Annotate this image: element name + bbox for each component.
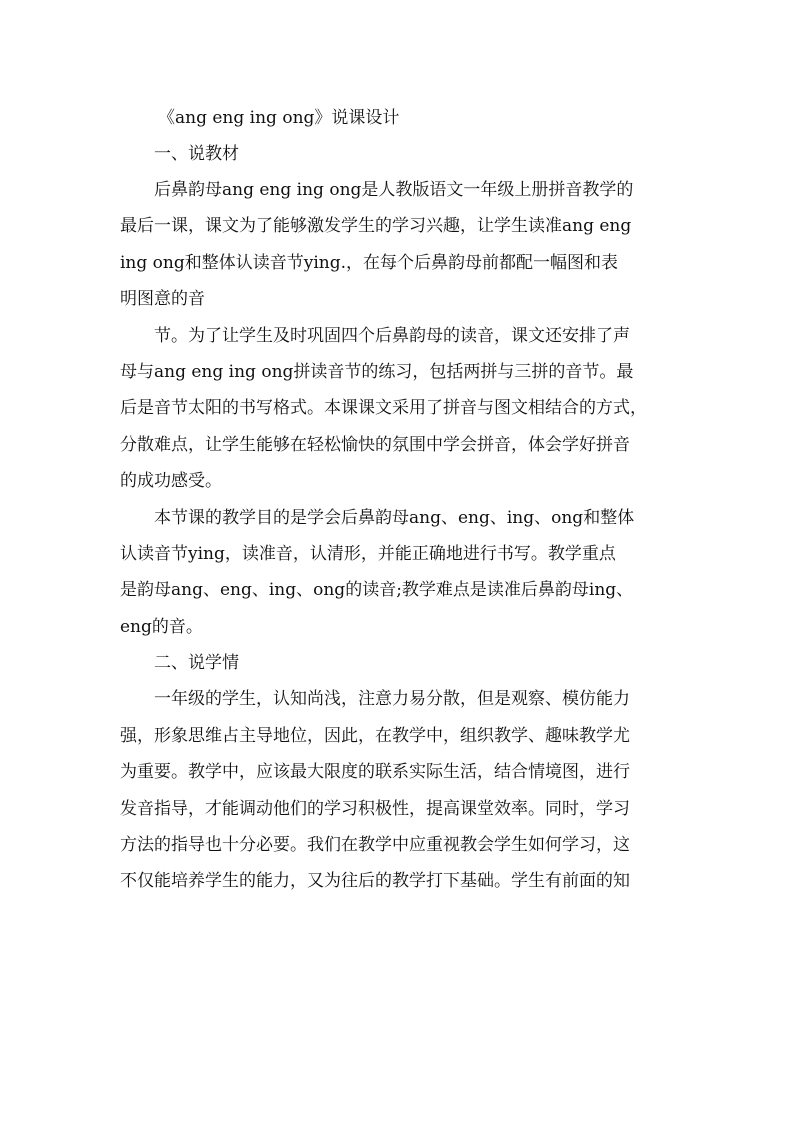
section2-body	[120, 681, 680, 899]
section-heading-learners: 二、说学情	[154, 653, 239, 674]
document-page	[120, 100, 680, 900]
paragraph-line: 明图意的音	[120, 289, 205, 310]
section1-body	[120, 172, 680, 645]
paragraph-line: 节。为了让学生及时巩固四个后鼻韵母的读音，课文还安排了声	[154, 325, 630, 346]
paragraph-line: 强，形象思维占主导地位，因此，在教学中，组织教学、趣味教学尤	[120, 725, 630, 746]
paragraph-line: 本节课的教学目的是学会后鼻韵母ang、eng、ing、ong和整体	[154, 507, 635, 528]
paragraph-line: 母与ang eng ing ong拼读音节的练习，包括两拼与三拼的音节。最	[120, 362, 634, 383]
paragraph-line: 一年级的学生，认知尚浅，注意力易分散，但是观察、模仿能力	[154, 689, 630, 710]
paragraph-line: 方法的指导也十分必要。我们在教学中应重视教会学生如何学习，这	[120, 834, 630, 855]
paragraph-line: 发音指导，才能调动他们的学习积极性，提高课堂效率。同时，学习	[120, 798, 630, 819]
paragraph-line: ing ong和整体认读音节ying.，在每个后鼻韵母前都配一幅图和表	[120, 252, 619, 273]
paragraph-line: eng的音。	[120, 616, 203, 637]
paragraph-line: 是韵母ang、eng、ing、ong的读音;教学难点是读准后鼻韵母ing、	[120, 580, 634, 601]
paragraph-line: 最后一课，课文为了能够激发学生的学习兴趣，让学生读准ang eng	[120, 216, 632, 237]
paragraph-line: 后鼻韵母ang eng ing ong是人教版语文一年级上册拼音教学的	[154, 180, 634, 200]
paragraph	[120, 681, 680, 899]
paragraph	[120, 172, 680, 318]
paragraph	[120, 318, 680, 500]
paragraph-line: 认读音节ying，读准音，认清形，并能正确地进行书写。教学重点	[120, 544, 616, 565]
document-title: 《ang eng ing ong》说课设计	[158, 108, 400, 128]
paragraph-line: 为重要。教学中，应该最大限度的联系实际生活，结合情境图，进行	[120, 762, 630, 783]
paragraph-line: 的成功感受。	[120, 471, 222, 492]
paragraph-line: 分散难点，让学生能够在轻松愉快的氛围中学会拼音，体会学好拼音	[120, 434, 630, 455]
paragraph-line: 不仅能培养学生的能力，又为往后的教学打下基础。学生有前面的知	[120, 871, 630, 892]
paragraph	[120, 500, 680, 646]
paragraph-line: 后是音节太阳的书写格式。本课课文采用了拼音与图文相结合的方式，	[120, 398, 647, 419]
section-heading-textbook: 一、说教材	[154, 144, 239, 164]
